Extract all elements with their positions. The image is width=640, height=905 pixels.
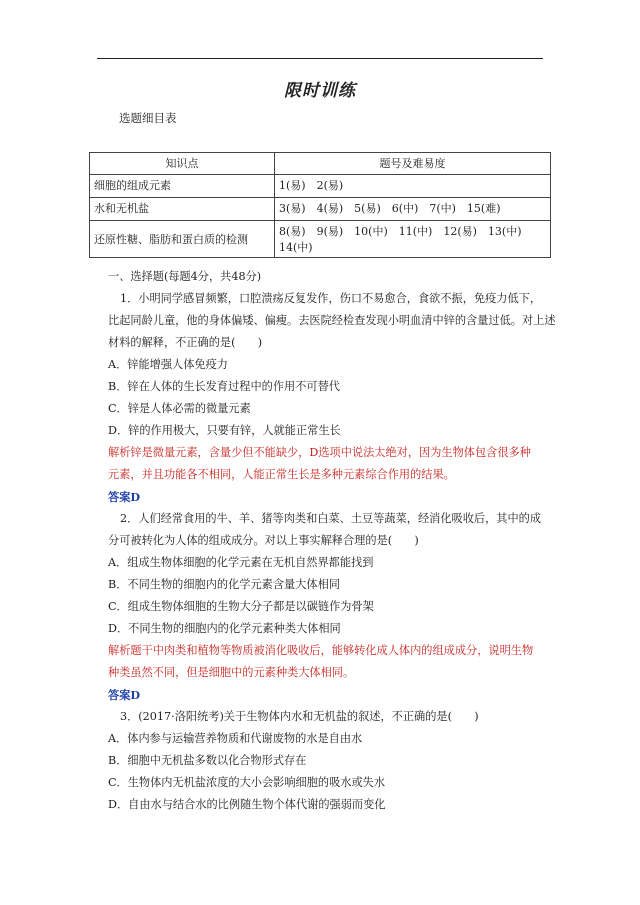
q2-option-a: A．组成生物体细胞的化学元素在无机自然界都能找到 xyxy=(108,556,374,569)
q3-option-a: A．体内参与运输营养物质和代谢废物的水是自由水 xyxy=(108,732,363,745)
q1-option-d: D．锌的作用极大，只要有锌，人就能正常生长 xyxy=(108,424,341,437)
table-cell-items-line: 8(易) 9(易) 10(中) 11(中) 12(易) 13(中) xyxy=(279,225,522,238)
q3-option-c: C．生物体内无机盐浓度的大小会影响细胞的吸水或失水 xyxy=(108,776,386,789)
q1-option-b: B．锌在人体的生长发育过程中的作用不可替代 xyxy=(108,380,340,393)
table-cell-topic: 还原性糖、脂肪和蛋白质的检测 xyxy=(90,221,275,258)
topic-table xyxy=(89,152,551,258)
table-cell-items-line: 14(中) xyxy=(279,241,313,254)
table-header-row xyxy=(90,153,551,175)
q1-stem-line: 材料的解释，不正确的是( ) xyxy=(108,336,263,349)
q1-stem-line: 1．小明同学感冒频繁，口腔溃疡反复发作，伤口不易愈合，食欲不振，免疫力低下， xyxy=(120,292,542,305)
q1-stem-line: 比起同龄儿童，他的身体偏矮、偏瘦。去医院经检查发现小明血清中锌的含量过低。对上述 xyxy=(108,314,556,327)
page-title: 限时训练 xyxy=(284,81,356,101)
q2-analysis-line: 种类虽然不同，但是细胞中的元素种类大体相同。 xyxy=(108,666,355,679)
table-row xyxy=(90,175,551,198)
q3-option-b: B．细胞中无机盐多数以化合物形式存在 xyxy=(108,754,307,767)
table-cell-topic: 水和无机盐 xyxy=(90,198,275,221)
q1-analysis-line: 元素，并且功能各不相同，人能正常生长是多种元素综合作用的结果。 xyxy=(108,468,455,481)
q3-option-d: D．自由水与结合水的比例随生物个体代谢的强弱而变化 xyxy=(108,798,386,811)
table-header-topic: 知识点 xyxy=(90,153,275,175)
q1-answer: 答案D xyxy=(108,490,141,504)
question-body xyxy=(108,266,556,816)
q2-answer: 答案D xyxy=(108,688,141,702)
q2-stem-line: 2．人们经常食用的牛、羊、猪等肉类和白菜、土豆等蔬菜，经消化吸收后，其中的成 xyxy=(120,512,542,525)
q2-option-b: B．不同生物的细胞内的化学元素含量大体相同 xyxy=(108,578,340,591)
section-heading: 一、选择题(每题4分，共48分) xyxy=(108,270,262,283)
table-row xyxy=(90,221,551,258)
table-cell-items xyxy=(275,221,551,258)
q2-option-c: C．组成生物体细胞的生物大分子都是以碳链作为骨架 xyxy=(108,600,374,613)
table-cell-topic: 细胞的组成元素 xyxy=(90,175,275,198)
header-rule xyxy=(97,58,543,59)
table-row xyxy=(90,198,551,221)
q2-analysis-line: 解析题干中肉类和植物等物质被消化吸收后，能够转化成人体内的组成成分，说明生物 xyxy=(108,644,534,657)
q1-option-a: A．锌能增强人体免疫力 xyxy=(108,358,228,371)
q2-option-d: D．不同生物的细胞内的化学元素种类大体相同 xyxy=(108,622,341,635)
table-header-items: 题号及难易度 xyxy=(275,153,551,175)
table-cell-items: 1(易) 2(易) xyxy=(275,175,551,198)
q3-stem: 3．(2017·洛阳统考)关于生物体内水和无机盐的叙述，不正确的是( ) xyxy=(120,710,479,723)
table-caption: 选题细目表 xyxy=(119,111,177,125)
q1-option-c: C．锌是人体必需的微量元素 xyxy=(108,402,251,415)
q1-analysis-line: 解析锌是微量元素，含量少但不能缺少，D选项中说法太绝对，因为生物体包含很多种 xyxy=(108,446,531,459)
table-cell-items: 3(易) 4(易) 5(易) 6(中) 7(中) 15(难) xyxy=(275,198,551,221)
q2-stem-line: 分可被转化为人体的组成成分。对以上事实解释合理的是( ) xyxy=(108,534,419,547)
